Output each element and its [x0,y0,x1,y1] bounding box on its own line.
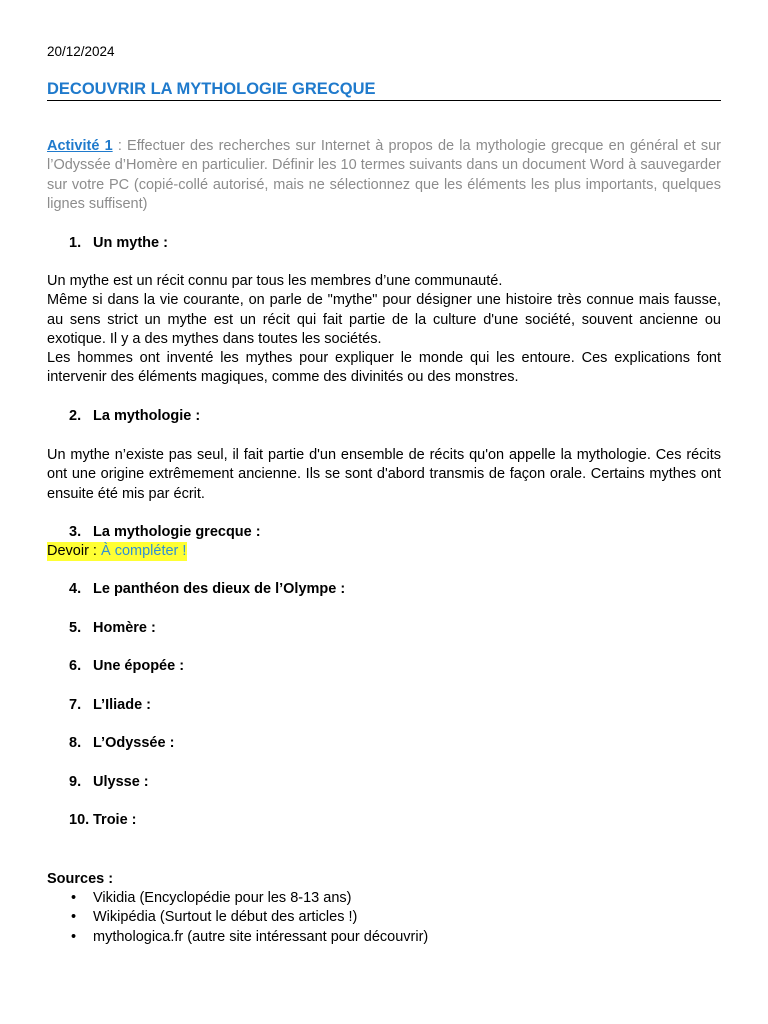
term-label: L’Iliade : [93,697,152,713]
mythe-paragraph-2: Même si dans la vie courante, on parle de "mythe" pour désigner une histoire très connue mais fausse, au sens strict un mythe est un récit qui fait partie de la culture d'une société, souvent ancienne ou exotique. Il y a des mythes dans toutes les sociétés. [47,292,721,347]
document-date: 20/12/2024 [47,44,115,59]
term-heading-9 [69,773,149,792]
activity-instructions [47,137,721,214]
term-label: Troie : [93,812,137,828]
source-item-wikipedia [47,908,428,927]
document-title: DECOUVRIR LA MYTHOLOGIE GRECQUE [47,79,721,101]
mythe-definition [47,272,721,388]
term-heading-1 [69,234,168,253]
term-number: 4. [69,581,82,597]
term-number: 5. [69,620,82,636]
mythe-paragraph-3: Les hommes ont inventé les mythes pour expliquer le monde qui les entoure. Ces explications font intervenir des éléments magiques, comme des divinités ou des monstres. [47,350,721,386]
term-label: Un mythe : [93,235,168,251]
sources-list [47,889,428,947]
devoir-label: Devoir : [47,543,101,559]
bullet-icon: • [71,890,77,906]
term-heading-3 [69,523,261,542]
source-label: Vikidia (Encyclopédie pour les 8-13 ans) [93,890,352,906]
term-heading-10 [69,811,137,830]
activity-label[interactable]: Activité 1 [47,138,113,154]
term-label: L’Odyssée : [93,735,175,751]
term-number: 10. [69,812,90,828]
source-item-mythologica [47,928,428,947]
term-label: Homère : [93,620,156,636]
term-heading-4 [69,580,345,599]
term-label: La mythologie grecque : [93,524,261,540]
term-number: 8. [69,735,82,751]
devoir-highlight [47,542,187,561]
sources-title: Sources : [47,871,114,887]
activity-text: : Effectuer des recherches sur Internet à propos de la mythologie grecque en général et sur l’Odyssée d’Homère en particulier. Définir les 10 termes suivants dans un document Word à sauvegarder sur votre PC (copié-collé autorisé, mais ne sélectionnez que les éléments les plus importants, quelques lignes suffisent) [47,138,721,212]
term-heading-7 [69,696,151,715]
term-number: 9. [69,774,82,790]
term-heading-2 [69,407,200,426]
bullet-icon: • [71,909,77,926]
bullet-icon: • [71,928,77,945]
term-label: Une épopée : [93,658,185,674]
term-label: La mythologie : [93,408,201,424]
source-item-vikidia [47,889,428,908]
term-heading-5 [69,619,156,638]
term-heading-8 [69,734,174,753]
source-label: mythologica.fr (autre site intéressant pour découvrir) [93,928,429,945]
term-number: 6. [69,658,82,674]
term-number: 7. [69,697,82,713]
term-heading-6 [69,657,184,676]
term-label: Ulysse : [93,774,149,790]
mythe-paragraph-1: Un mythe est un récit connu par tous les membres d’une communauté. [47,273,503,289]
term-number: 1. [69,235,82,251]
term-label: Le panthéon des dieux de l’Olympe : [93,581,346,597]
term-number: 2. [69,408,82,424]
source-label: Wikipédia (Surtout le début des articles !) [93,909,358,926]
devoir-todo: À compléter ! [101,543,187,559]
term-number: 3. [69,524,82,540]
mythologie-definition: Un mythe n’existe pas seul, il fait partie d'un ensemble de récits qu'on appelle la mythologie. Ces récits ont une origine extrêmement ancienne. Ils se sont d'abord transmis de façon orale. Certains mythes ont ensuite été mis par écrit. [47,447,721,502]
